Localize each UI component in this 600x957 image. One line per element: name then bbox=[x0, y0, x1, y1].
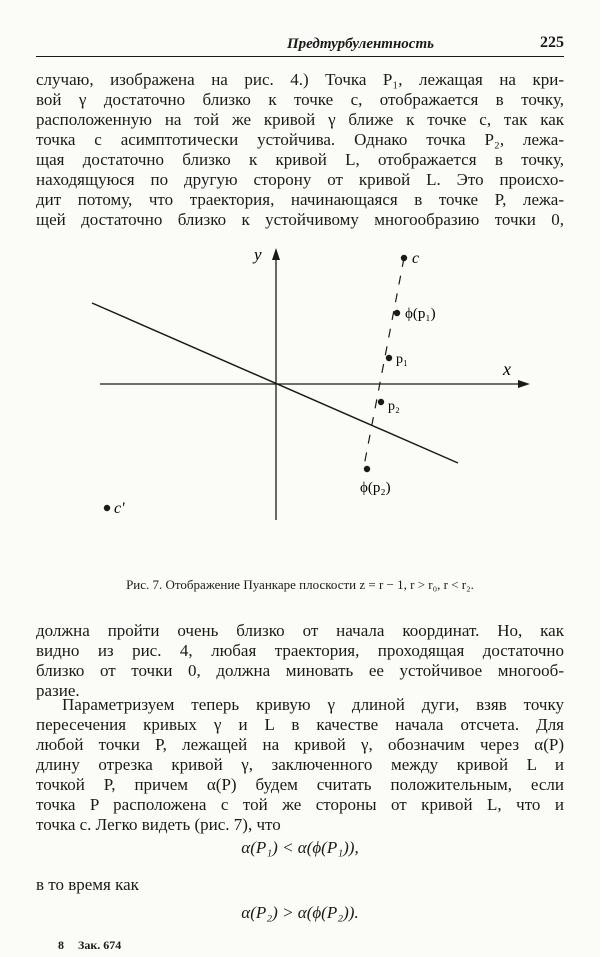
point-phi-p2-dot bbox=[364, 466, 370, 472]
point-p1-label: p₁ bbox=[396, 352, 408, 367]
point-p1-dot bbox=[386, 355, 392, 361]
point-p2-dot bbox=[378, 399, 384, 405]
text-line: расположенную на той же кривой γ ближе к точке c, так как bbox=[36, 110, 564, 129]
text-line: близко от точки 0, должна миновать ее устойчивое многооб- bbox=[36, 661, 564, 680]
point-phi-p2-label: ϕ(p₂) bbox=[360, 480, 391, 496]
text-line: любой точки P, лежащей на кривой γ, обозначим через α(P) bbox=[36, 735, 564, 754]
page-header bbox=[36, 34, 564, 57]
text-line: точка c. Легко видеть (рис. 7), что bbox=[36, 815, 281, 834]
text-line: случаю, изображена на рис. 4.) Точка P₁, лежащая на кри- bbox=[36, 70, 564, 89]
x-axis-arrow bbox=[518, 380, 530, 388]
text-line: должна пройти очень близко от начала координат. Но, как bbox=[36, 621, 564, 640]
text-line: точка c асимптотически устойчива. Однако точка P₂, лежа- bbox=[36, 130, 564, 149]
poincare-map-figure bbox=[60, 238, 540, 528]
paragraph-3 bbox=[36, 695, 564, 835]
text-line: разие. bbox=[36, 681, 80, 700]
text-line: в то время как bbox=[36, 875, 139, 894]
page-number: 225 bbox=[540, 34, 564, 51]
page-footer bbox=[58, 938, 121, 953]
text-line: пересечения кривых γ и L в качестве начала отсчета. Для bbox=[36, 715, 564, 734]
point-c-prime-label: c' bbox=[114, 500, 125, 517]
point-c-dot bbox=[401, 255, 407, 261]
signature-mark: 8 bbox=[58, 938, 64, 952]
paragraph-4 bbox=[36, 875, 564, 895]
y-axis-arrow bbox=[272, 248, 280, 260]
text-line: щей достаточно близко к устойчивому многообразию точки 0, bbox=[36, 210, 564, 229]
equation-1: α(P₁) < α(ϕ(P₁)), bbox=[241, 838, 359, 857]
text-line: дит потому, что траектория, начинающаяся в точке P, лежа- bbox=[36, 190, 564, 209]
running-title: Предтурбулентность bbox=[286, 36, 434, 52]
text-line: точка P расположена с той же стороны от кривой L, что и bbox=[36, 795, 564, 814]
text-line: длину отрезка кривой γ, заключенного между кривой L и bbox=[36, 755, 564, 774]
paragraph-1 bbox=[36, 70, 564, 230]
y-axis-label: y bbox=[254, 245, 262, 264]
text-line: Параметризуем теперь кривую γ длиной дуги, взяв точку bbox=[62, 695, 564, 714]
text-line: вой γ достаточно близко к точке c, отображается в точку, bbox=[36, 90, 564, 109]
point-phi-p1-dot bbox=[394, 310, 400, 316]
equation-2: α(P₂) > α(ϕ(P₂)). bbox=[241, 903, 359, 922]
paragraph-2 bbox=[36, 621, 564, 701]
point-p2-label: p₂ bbox=[388, 399, 400, 414]
figure-caption: Рис. 7. Отображение Пуанкаре плоскости z = r − 1, r > r₀, r < r₂. bbox=[126, 577, 474, 592]
x-axis-label: x bbox=[503, 359, 511, 379]
order-number: Зак. 674 bbox=[78, 938, 122, 952]
point-c-prime-dot bbox=[104, 505, 110, 511]
point-phi-p1-label: ϕ(p₁) bbox=[405, 306, 436, 322]
point-c-label: c bbox=[412, 250, 420, 267]
text-line: щая достаточно близко к кривой L, отображается в точку, bbox=[36, 150, 564, 169]
text-line: точкой P, причем α(P) будем считать положительным, если bbox=[36, 775, 564, 794]
text-line: находящуюся по другую сторону от кривой L. Это происхо- bbox=[36, 170, 564, 189]
curve-L bbox=[92, 303, 458, 463]
text-line: видно из рис. 4, любая траектория, проходящая достаточно bbox=[36, 641, 564, 660]
